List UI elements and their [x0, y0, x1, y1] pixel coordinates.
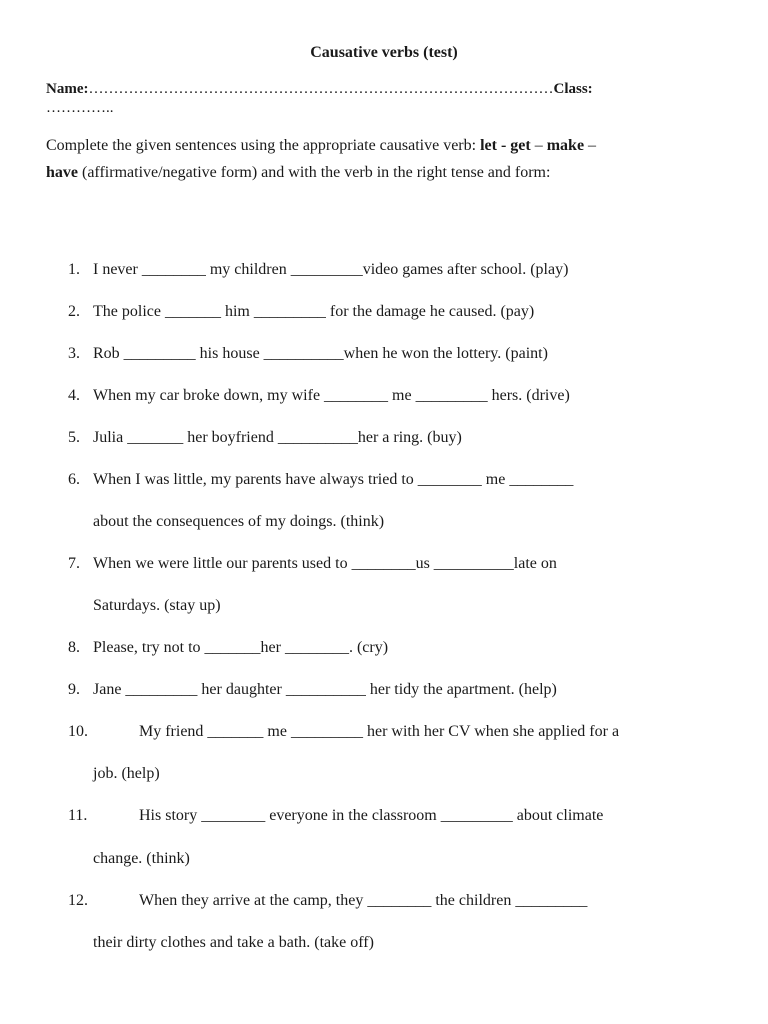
question-text: Julia _______ her boyfriend __________her a ring. (buy) — [93, 429, 462, 446]
question-text: When they arrive at the camp, they ________ the children _________ — [139, 892, 588, 909]
name-class-line — [46, 80, 726, 118]
question-number: 5. — [68, 429, 80, 446]
question-12-continuation: their dirty clothes and take a bath. (take off) — [93, 934, 374, 951]
question-6-continuation: about the consequences of my doings. (think) — [93, 513, 385, 530]
question-number: 4. — [68, 387, 80, 404]
question-text: Jane _________ her daughter __________ her tidy the apartment. (help) — [93, 681, 557, 698]
name-label: Name: — [46, 81, 89, 97]
class-label: Class: — [553, 81, 593, 97]
instructions — [46, 132, 736, 186]
question-10-continuation: job. (help) — [93, 765, 160, 782]
question-number: 11. — [68, 807, 88, 824]
question-11-continuation: change. (think) — [93, 850, 190, 867]
question-text: When we were little our parents used to ________us __________late on — [93, 555, 557, 572]
question-text: Please, try not to _______her ________. (cry) — [93, 639, 389, 656]
question-number: 12. — [68, 892, 88, 909]
verb-have: have — [46, 164, 78, 181]
dash-1: – — [530, 137, 547, 154]
question-text: Rob _________ his house __________when he won the lottery. (paint) — [93, 345, 548, 362]
question-number: 3. — [68, 345, 80, 362]
question-text: His story ________ everyone in the classroom _________ about climate — [139, 807, 604, 824]
question-number: 9. — [68, 681, 80, 698]
question-text: I never ________ my children _________video games after school. (play) — [93, 261, 569, 278]
question-number: 6. — [68, 471, 80, 488]
question-7-continuation: Saturdays. (stay up) — [93, 597, 221, 614]
question-text: When my car broke down, my wife ________ me _________ hers. (drive) — [93, 387, 570, 404]
question-number: 1. — [68, 261, 80, 278]
question-number: 7. — [68, 555, 80, 572]
instructions-text-1: Complete the given sentences using the appropriate causative verb: — [46, 137, 481, 154]
worksheet-title: Causative verbs (test) — [310, 44, 458, 61]
dash-2: – — [584, 137, 597, 154]
question-text: The police _______ him _________ for the damage he caused. (pay) — [93, 303, 535, 320]
question-number: 10. — [68, 723, 88, 740]
verbs-let-get: let - get — [480, 137, 531, 154]
question-text: When I was little, my parents have always tried to ________ me ________ — [93, 471, 574, 488]
question-text: My friend _______ me _________ her with her CV when she applied for a — [139, 723, 620, 740]
verb-make: make — [546, 137, 585, 154]
class-dots: ………….. — [46, 100, 114, 116]
question-number: 2. — [68, 303, 80, 320]
question-number: 8. — [68, 639, 80, 656]
instructions-text-2: (affirmative/negative form) and with the verb in the right tense and form: — [78, 164, 551, 181]
name-dots: ………………………………………………………………………………… — [88, 81, 554, 97]
